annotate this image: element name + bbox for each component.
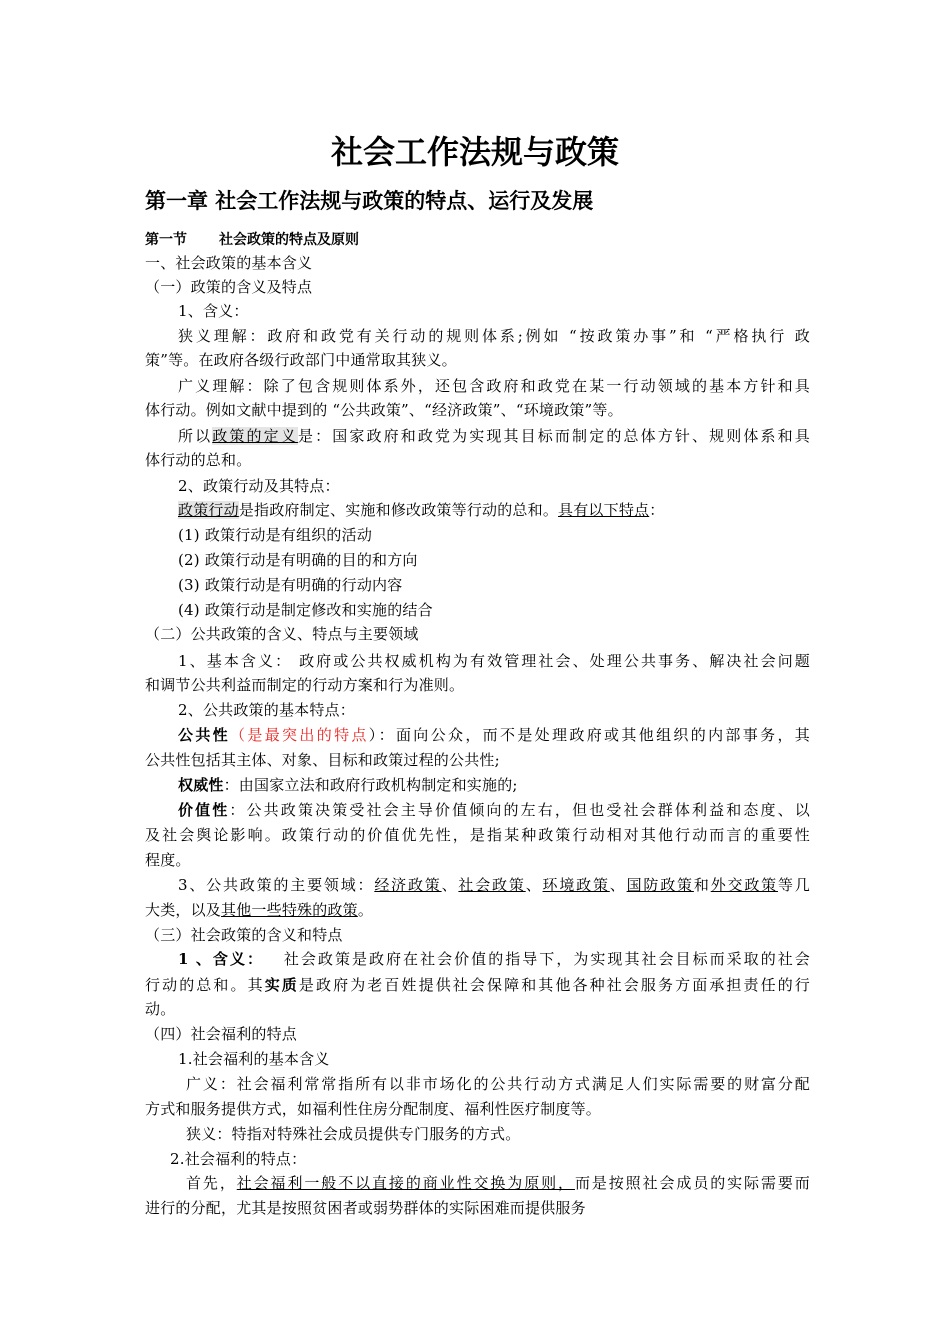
bold-term: 1 、含义： [178,950,265,968]
text-run: ： [649,501,665,519]
paragraph-line: 1、基本含义： 政府或公共权威机构为有效管理社会、处理公共事务、解决社会问题 [178,652,810,670]
underlined-text: 外交政策 [710,876,778,894]
text-run: （ [230,726,248,744]
underlined-text: 社会政策 [458,876,526,894]
paragraph-line: 及社会舆论影响。政策行动的价值优先性，是指某种政策行动相对其他行动而言的重要性 [145,826,810,844]
paragraph-line: 广义：社会福利常常指所有以非市场化的公共行动方式满足人们实际需要的财富分配 [186,1075,810,1093]
bold-term: 实质 [264,976,299,994]
text-run: ）：面向公众，而不是处理政府或其他组织的内部事务，其 [368,726,810,744]
list-item: (2) 政策行动是有明确的目的和方向 [178,551,418,569]
heading-1-3: （三）社会政策的含义和特点 [145,926,343,944]
text-run: 而是按照社会成员的实际需要而 [574,1174,810,1192]
section-number: 第一节 [145,232,187,248]
text-run: 社会政策是政府在社会价值的指导下，为实现其社会目标而采取的社会 [282,950,810,968]
subheading: 1.社会福利的基本含义 [178,1050,330,1068]
highlighted-term: 政策行动 [178,501,239,519]
paragraph-line [178,426,810,446]
paragraph-line: 公共性包括其主体、对象、目标和政策过程的公共性; [145,751,500,769]
paragraph-line: 狭义：特指对特殊社会成员提供专门服务的方式。 [186,1125,521,1143]
bold-term: 价值性 [178,801,230,819]
section-heading [145,230,359,250]
paragraph-line: 方式和服务提供方式，如福利性住房分配制度、福利性医疗制度等。 [145,1100,602,1118]
document-title: 社会工作法规与政策 [330,133,619,171]
heading-1-4: （四）社会福利的特点 [145,1025,298,1043]
paragraph-line [178,800,810,820]
subheading: 1、含义： [178,302,249,320]
paragraph-line [178,500,843,520]
subheading: 2.社会福利的特点： [170,1150,307,1168]
paragraph-line: 广义理解：除了包含规则体系外，还包含政府和政党在某一行动领域的基本方针和具 [178,377,810,395]
underlined-text: 其他一些特殊的政策 [221,901,358,919]
text-run: ：由国家立法和政府行政机构制定和实施的; [223,776,518,794]
text-run: 所以 [178,427,213,445]
paragraph-line [178,949,810,969]
text-run: 是指政府制定、实施和修改政策等行动的总和。 [238,501,559,519]
list-item: (4) 政策行动是制定修改和实施的结合 [178,601,433,619]
paragraph-line [178,725,810,745]
text-run: 。 [357,901,374,919]
paragraph-line: 策”等。在政府各级行政部门中通常取其狭义。 [145,351,457,369]
underlined-text: 经济政策 [374,876,442,894]
text-run: 、 [525,876,543,894]
paragraph-line [145,975,810,995]
text-run: 行动的总和。其 [145,976,265,994]
paragraph-line: 狭义理解：政府和政党有关行动的规则体系;例如 “按政策办事”和 “严格执行 政 [178,327,810,345]
paragraph-line [178,775,843,795]
text-run: 首先， [186,1174,237,1192]
underlined-text: 国防政策 [626,876,694,894]
paragraph-line: 体行动。例如文献中提到的 “公共政策”、“经济政策”、“环境政策”等。 [145,401,623,419]
underlined-text: 社会福利一般不以直接的商业性交换为原则， [236,1174,575,1192]
list-item: (3) 政策行动是有明确的行动内容 [178,576,403,594]
text-run: 、 [441,876,459,894]
text-run: 和 [693,876,711,894]
paragraph-line: 体行动的总和。 [145,451,252,469]
paragraph-line: 进行的分配，尤其是按照贫困者或弱势群体的实际困难而提供服务 [145,1199,586,1217]
text-run: 等几 [777,876,810,894]
paragraph-line: 和调节公共利益而制定的行动方案和行为准则。 [145,676,465,694]
underlined-text: 具有以下特点 [558,501,650,519]
text-run: 、 [609,876,627,894]
heading-1-1: （一）政策的含义及特点 [145,278,313,296]
subheading: 2、政策行动及其特点： [178,477,340,495]
red-note: 是最突出的特点 [247,726,369,744]
bold-term: 权威性 [178,776,224,794]
text-run: 3、公共政策的主要领域： [178,876,375,894]
highlighted-term: 政策的定义 [212,427,298,445]
subheading: 2、公共政策的基本特点： [178,701,355,719]
underlined-text: 环境政策 [542,876,610,894]
heading-1-2: （二）公共政策的含义、特点与主要领域 [145,625,419,643]
text-run: 是政府为老百姓提供社会保障和其他各种社会服务方面承担责任的行 [298,976,810,994]
paragraph-line: 动。 [145,1000,176,1018]
paragraph-line [145,900,810,920]
paragraph-line: 程度。 [145,851,191,869]
paragraph-line [178,875,810,895]
section-title: 社会政策的特点及原则 [219,232,359,248]
paragraph-line [186,1173,810,1193]
text-run: ：公共政策决策受社会主导价值倾向的左右，但也受社会群体利益和态度、以 [229,801,810,819]
text-run: 是：国家政府和政党为实现其目标而制定的总体方针、规则体系和具 [297,427,810,445]
list-item: (1) 政策行动是有组织的活动 [178,526,373,544]
heading-1: 一、社会政策的基本含义 [145,254,313,272]
bold-term: 公共性 [178,726,231,744]
chapter-heading: 第一章 社会工作法规与政策的特点、运行及发展 [145,189,594,213]
text-run: 大类，以及 [145,901,222,919]
